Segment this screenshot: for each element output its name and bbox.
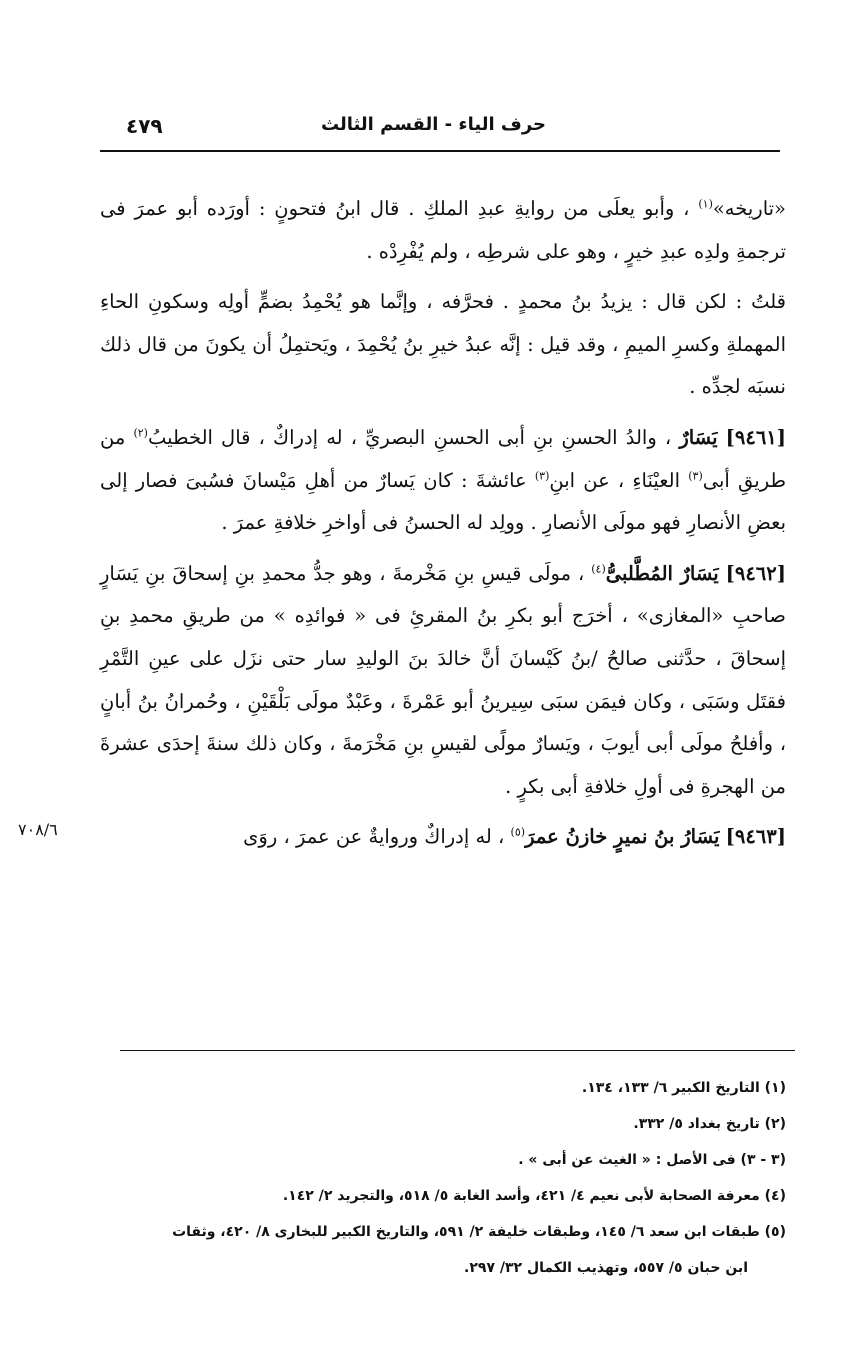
entry-number: [٩٤٦١] bbox=[725, 425, 787, 449]
entry-number: [٩٤٦٣] bbox=[725, 825, 786, 849]
entry-9461: [٩٤٦١] يَسَارٌ ، والدُ الحسنِ بنِ أبى الحسنِ البصريِّ ، له إدراكٌ ، قال الخطيبُ$^{(٢)}$ من طريقِ أبى$^{(٣)}$ العيْنَاءِ ، عن ابنِ$^{(٣)}$ عائشةَ : كان يَسارٌ من أهلِ مَيْسانَ فسُبىَ فصار إلى بعضِ الأنصارِ فهو مولَى الأنصارِ . وولِد له الحسنُ فى أواخرِ خلافةِ عمرَ . bbox=[100, 425, 787, 535]
footnote-marker[interactable]: (٤) bbox=[591, 562, 606, 576]
footnote-5-continued: ابن حبان ٥/ ٥٥٧، وتهذيب الكمال ٣٢/ ٢٩٧. bbox=[464, 1260, 748, 1276]
entry-number: [٩٤٦٢] bbox=[725, 561, 786, 585]
paragraph-2: قلتُ : لكن قال : يزيدُ بنُ محمدٍ . فحرَّفه ، وإنَّما هو يُحْمِدُ بضمٍّ أولِه وسكونِ الحاءِ المهملةِ وكسرِ الميمِ ، وقد قيل : إنَّه عبدُ خيرِ بنُ يُحْمِدَ ، ويَحتمِلُ أن يكونَ من قال ذلك نسبَه لجدِّه . bbox=[100, 290, 786, 399]
footnote-4: (٤) معرفة الصحابة لأبى نعيم ٤/ ٤٢١، وأسد الغابة ٥/ ٥١٨، والتجريد ٢/ ١٤٢. bbox=[282, 1188, 786, 1204]
footnote-3: (٣ - ٣) فى الأصل : « الغيث عن أبى » . bbox=[518, 1152, 786, 1168]
page-number: ٤٧٩ bbox=[126, 114, 163, 138]
footnote-5: (٥) طبقات ابن سعد ٦/ ١٤٥، وطبقات خليفة ٢/ ٥٩١، والتاريخ الكبير للبخارى ٨/ ٤٢٠، وثقات bbox=[172, 1224, 786, 1240]
footnote-2: (٢) تاريخ بغداد ٥/ ٣٣٢. bbox=[633, 1116, 786, 1132]
main-text bbox=[100, 188, 786, 867]
footnote-marker[interactable]: (٢) bbox=[133, 426, 148, 440]
margin-reference: ٧٠٨/٦ bbox=[18, 820, 58, 839]
entry-name: يَسَارٌ المُطَّلبىُّ bbox=[605, 561, 719, 585]
footnote-rule bbox=[120, 1050, 795, 1051]
entry-9462: [٩٤٦٢] يَسَارٌ المُطَّلبىُّ$^{(٤)}$ ، مولَى قيسِ بنِ مَخْرمةَ ، وهو جدُّ محمدِ بنِ إسحاقَ بنِ يَسَارٍ صاحبِ «المغازى» ، أخرَج أبو بكرِ بنُ المقرئِ فى « فوائدِه » من طريقِ محمدِ بنِ إسحاقَ ، حدَّثنى صالحُ /بنُ كَيْسانَ أنَّ خالدَ بنَ الوليدِ سار حتى نزَل على عينِ التَّمْرِ فقتَل وسَبَى ، وكان فيمَن سبَى سِيرينُ أبو عَمْرةَ ، وعَبْدٌ مولَى بَلْقَيْنِ ، وحُمرانُ بنُ أبانٍ ، وأفلحُ مولَى أبى أيوبَ ، ويَسارٌ مولًى لقيسِ بنِ مَخْرَمةَ ، وكان ذلك سنةَ إحدَى عشرةَ من الهجرةِ فى أولِ خلافةِ أبى بكرٍ . bbox=[100, 561, 786, 798]
entry-9463: [٩٤٦٣] يَسَارُ بنُ نميرٍ خازنُ عمرَ$^{(٥)}$ ، له إدراكٌ وروايةٌ عن عمرَ ، روَى bbox=[243, 825, 786, 849]
paragraph-1: «تاريخه»$^{(١)}$ ، وأبو يعلَى من روايةِ عبدِ الملكِ . قال ابنُ فتحونٍ : أورَده أبو عمرَ فى ترجمةِ ولدِه عبدِ خيرٍ ، وهو على شرطِه ، ولم يُفْرِدْه . bbox=[100, 197, 786, 263]
entry-name: يَسَارُ بنُ نميرٍ خازنُ عمرَ bbox=[525, 825, 720, 849]
running-title: حرف الياء - القسم الثالث bbox=[320, 114, 546, 135]
footnote-marker[interactable]: (٥) bbox=[510, 825, 526, 839]
entry-name: يَسَارٌ bbox=[679, 425, 718, 449]
footnote-marker[interactable]: (٣) bbox=[534, 469, 550, 483]
page-header bbox=[100, 112, 780, 148]
footnote-marker[interactable]: (٣) bbox=[688, 469, 703, 483]
footnote-marker[interactable]: (١) bbox=[698, 197, 713, 211]
footnotes bbox=[100, 1070, 786, 1286]
header-rule bbox=[100, 150, 780, 152]
footnote-1: (١) التاريخ الكبير ٦/ ١٣٣، ١٣٤. bbox=[581, 1080, 786, 1096]
